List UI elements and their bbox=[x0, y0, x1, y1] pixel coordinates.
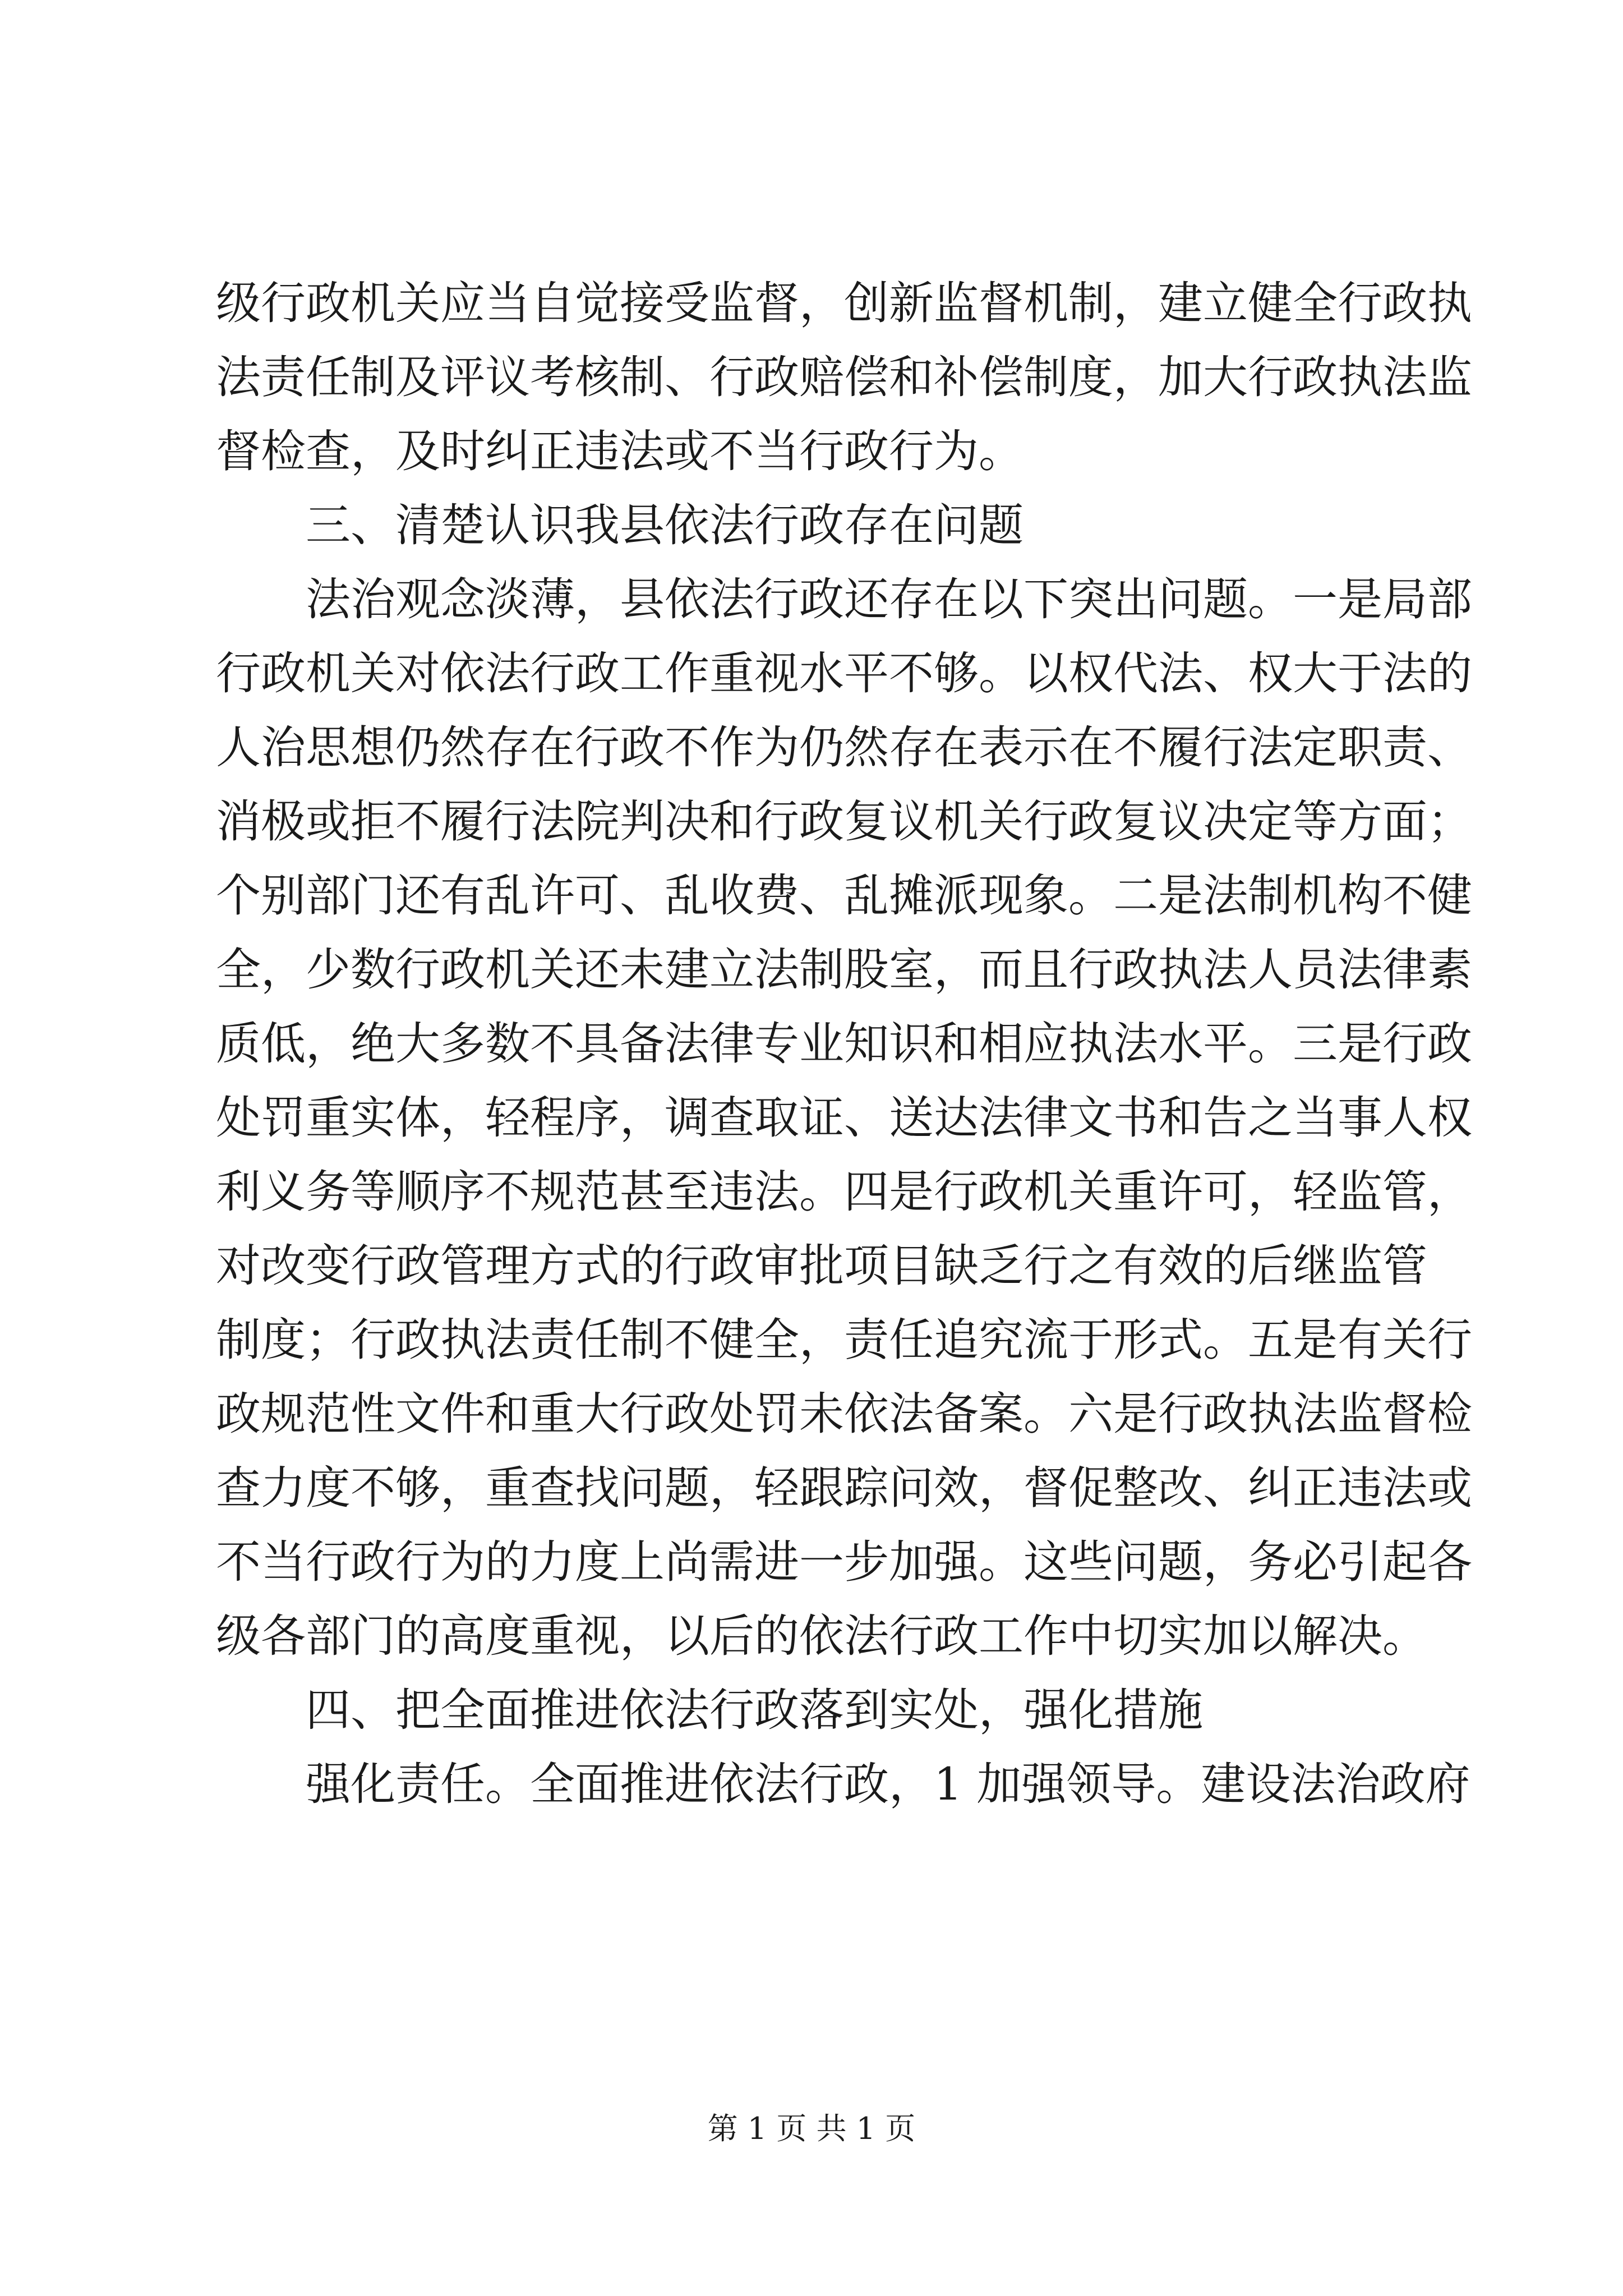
page-footer: 第 1 页 共 1 页 bbox=[707, 2111, 916, 2146]
text-line: 法治观念淡薄，县依法行政还存在以下突出问题。一是局部 bbox=[306, 573, 1472, 625]
text-line: 处罚重实体，轻程序，调查取证、送达法律文书和告之当事人权 bbox=[216, 1092, 1472, 1144]
text-line: 不当行政行为的力度上尚需进一步加强。这些问题，务必引起各 bbox=[216, 1536, 1472, 1588]
text-line: 消极或拒不履行法院判决和行政复议机关行政复议决定等方面； bbox=[216, 795, 1472, 848]
text-line: 三、清楚认识我县依法行政存在问题 bbox=[306, 499, 1023, 551]
text-line: 督检查，及时纠正违法或不当行政行为。 bbox=[216, 425, 1023, 477]
text-line: 全，少数行政机关还未建立法制股室，而且行政执法人员法律素 bbox=[216, 944, 1472, 996]
text-line: 四、把全面推进依法行政落到实处，强化措施 bbox=[306, 1684, 1203, 1736]
text-line: 个别部门还有乱许可、乱收费、乱摊派现象。二是法制机构不健 bbox=[216, 869, 1472, 922]
text-line: 行政机关对依法行政工作重视水平不够。以权代法、权大于法的 bbox=[216, 647, 1472, 700]
text-line: 对改变行政管理方式的行政审批项目缺乏行之有效的后继监管 bbox=[216, 1240, 1427, 1292]
text-line: 质低，绝大多数不具备法律专业知识和相应执法水平。三是行政 bbox=[216, 1018, 1472, 1070]
text-line: 利义务等顺序不规范甚至违法。四是行政机关重许可，轻监管， bbox=[216, 1166, 1472, 1218]
body-text bbox=[216, 266, 1472, 1821]
text-line: 政规范性文件和重大行政处罚未依法备案。六是行政执法监督检 bbox=[216, 1388, 1472, 1440]
text-line: 级行政机关应当自觉接受监督，创新监督机制，建立健全行政执 bbox=[216, 277, 1472, 329]
text-line: 查力度不够，重查找问题，轻跟踪问效，督促整改、纠正违法或 bbox=[216, 1462, 1472, 1514]
text-line: 人治思想仍然存在行政不作为仍然存在表示在不履行法定职责、 bbox=[216, 721, 1472, 774]
text-line: 级各部门的高度重视，以后的依法行政工作中切实加以解决。 bbox=[216, 1610, 1427, 1662]
text-line: 制度；行政执法责任制不健全，责任追究流于形式。五是有关行 bbox=[216, 1314, 1472, 1366]
text-line: 强化责任。全面推进依法行政，1 加强领导。建设法治政府 bbox=[306, 1758, 1470, 1810]
text-line: 法责任制及评议考核制、行政赔偿和补偿制度，加大行政执法监 bbox=[216, 351, 1472, 403]
